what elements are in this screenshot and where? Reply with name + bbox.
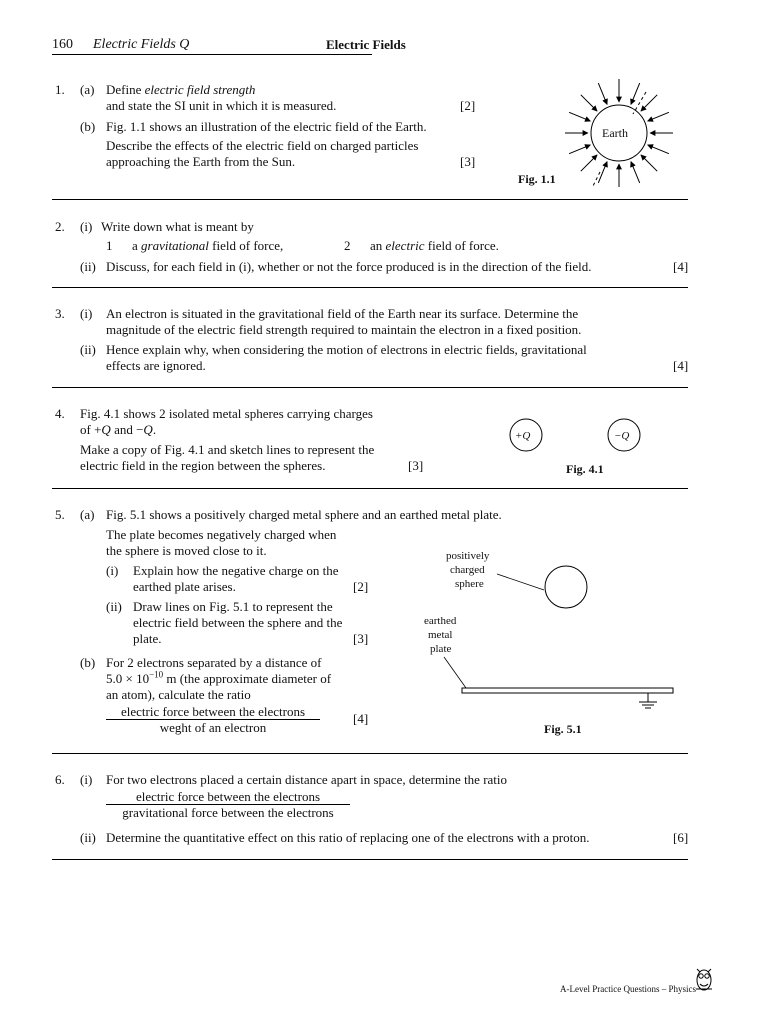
q2-opt1-post: field of force, — [208, 238, 284, 253]
q1-b-line3: approaching the Earth from the Sun. — [106, 154, 296, 169]
q5-ii-line3: plate. — [133, 631, 162, 646]
q3-i-line2: magnitude of the electric field strength required to maintain the electron in a fixed position. — [106, 322, 582, 337]
plate-label-2: metal — [428, 629, 453, 641]
q5-b-label: (b) — [80, 655, 96, 670]
q2-opt2-term: electric — [385, 238, 425, 253]
q5-i-marks: [2] — [353, 579, 369, 594]
earth-label: Earth — [602, 126, 628, 140]
q5-ii-marks: [3] — [353, 631, 369, 646]
q5-i-label: (i) — [106, 563, 119, 578]
q5-number: 5. — [55, 507, 65, 522]
q5-b-line1: For 2 electrons separated by a distance of — [106, 655, 322, 670]
q2-i-text: Write down what is meant by — [101, 219, 254, 234]
running-title: Electric Fields Q — [93, 37, 190, 52]
q2-opt1-term: gravitational — [141, 238, 209, 253]
sphere-label-1: positively — [446, 550, 490, 562]
earth-field-line — [641, 155, 657, 171]
fig-5-1-caption: Fig. 5.1 — [544, 722, 582, 736]
header-rule — [52, 54, 372, 55]
earth-field-line — [641, 95, 657, 111]
q4-line2-end: . — [152, 422, 157, 437]
q5-b-line2-exp: −10 — [149, 669, 164, 680]
q4-line4: electric field in the region between the spheres. — [80, 458, 326, 473]
q3-marks: [4] — [673, 358, 689, 373]
q2-marks: [4] — [673, 259, 689, 274]
page-number: 160 — [52, 37, 73, 52]
q5-i-line1: Explain how the negative charge on the — [133, 563, 339, 578]
q6-i-label: (i) — [80, 772, 93, 787]
plate-pointer — [444, 657, 466, 688]
earth-field-line — [648, 112, 669, 121]
q1-a-label: (a) — [80, 82, 95, 97]
earth-field-line — [581, 155, 597, 171]
earth-field-line — [569, 145, 590, 154]
divider-3 — [52, 387, 688, 388]
sphere-positive-label: +Q — [515, 430, 531, 442]
q2-i-label: (i) — [80, 219, 93, 234]
q4-line2-pre: of + — [80, 422, 102, 437]
q5-ii-label: (ii) — [106, 599, 122, 614]
q1-b-label: (b) — [80, 119, 96, 134]
divider-2 — [52, 287, 688, 288]
q6-ii-label: (ii) — [80, 830, 96, 845]
sphere-label-3: sphere — [455, 578, 484, 590]
q2-opt2-post: field of force. — [424, 238, 499, 253]
q6-fraction — [106, 789, 350, 820]
q4-marks: [3] — [408, 458, 424, 473]
q2-opt1 — [132, 238, 283, 254]
q4-line3: Make a copy of Fig. 4.1 and sketch lines to represent the — [80, 442, 375, 457]
q2-opt1-num: 1 — [106, 238, 113, 253]
q1-b-line2: Describe the effects of the electric field on charged particles — [106, 138, 419, 153]
fig-1-1-caption: Fig. 1.1 — [518, 172, 556, 186]
sphere-negative-label: −Q — [614, 430, 630, 442]
q5-a-label: (a) — [80, 507, 95, 522]
plate-label-1: earthed — [424, 615, 457, 627]
section-title: Electric Fields — [326, 37, 406, 52]
earth-symbol — [639, 693, 657, 708]
footer-text: A-Level Practice Questions – Physics — [560, 984, 696, 994]
q1-b-line1: Fig. 1.1 shows an illustration of the electric field of the Earth. — [106, 119, 427, 134]
q1-number: 1. — [55, 82, 65, 97]
charged-sphere — [545, 566, 587, 608]
q5-ii-line2: electric field between the sphere and the — [133, 615, 343, 630]
q3-ii-label: (ii) — [80, 342, 96, 357]
q2-opt2-num: 2 — [344, 238, 351, 253]
q1-b-marks: [3] — [460, 154, 476, 169]
q5-i-line2: earthed plate arises. — [133, 579, 236, 594]
q2-opt2-pre: an — [370, 238, 386, 253]
divider-4 — [52, 488, 688, 489]
q4-number: 4. — [55, 406, 65, 421]
divider-1 — [52, 199, 688, 200]
q1-a-marks: [2] — [460, 98, 476, 113]
q5-b-line2 — [106, 671, 331, 687]
earthed-plate — [462, 688, 673, 693]
plate-label-3: plate — [430, 643, 452, 655]
q5-ii-line1: Draw lines on Fig. 5.1 to represent the — [133, 599, 333, 614]
q5-b-line3: an atom), calculate the ratio — [106, 687, 251, 702]
q2-ii-label: (ii) — [80, 259, 96, 274]
q5-fraction-denominator: weght of an electron — [159, 720, 267, 735]
q1-a-line1 — [106, 82, 255, 98]
q3-ii-line1: Hence explain why, when considering the motion of electrons in electric fields, gravitational — [106, 342, 587, 357]
earth-field-line — [598, 162, 607, 183]
q4-line1: Fig. 4.1 shows 2 isolated metal spheres carrying charges — [80, 406, 373, 421]
earth-field-line — [631, 83, 640, 104]
earth-field-line — [581, 95, 597, 111]
earth-field-line — [569, 112, 590, 121]
q4-line2-q2: Q — [143, 422, 153, 437]
q5-b-marks: [4] — [353, 711, 369, 726]
fig-4-1-caption: Fig. 4.1 — [566, 462, 604, 476]
q4-line2-mid: and − — [110, 422, 144, 437]
q3-number: 3. — [55, 306, 65, 321]
q3-ii-line2: effects are ignored. — [106, 358, 206, 373]
earth-field-line — [648, 145, 669, 154]
q3-i-line1: An electron is situated in the gravitational field of the Earth near its surface. Determine the — [106, 306, 579, 321]
q6-fraction-denominator: gravitational force between the electrons — [122, 805, 334, 820]
q6-i-text: For two electrons placed a certain distance apart in space, determine the ratio — [106, 772, 508, 787]
q5-fraction — [106, 704, 320, 735]
q6-marks: [6] — [673, 830, 689, 845]
q5-a-line3: the sphere is moved close to it. — [106, 543, 267, 558]
sphere-pointer — [497, 574, 544, 590]
divider-5 — [52, 753, 688, 754]
q2-opt2 — [370, 238, 499, 254]
q4-line2 — [80, 422, 156, 438]
earth-field-line — [631, 162, 640, 183]
q6-ii-text: Determine the quantitative effect on this ratio of replacing one of the electrons with a proton. — [106, 830, 590, 845]
q5-a-line2: The plate becomes negatively charged when — [106, 527, 337, 542]
q2-number: 2. — [55, 219, 65, 234]
q1-a-line2: and state the SI unit in which it is measured. — [106, 98, 337, 113]
q1-a-prefix: Define — [106, 82, 145, 97]
q6-number: 6. — [55, 772, 65, 787]
q5-b-line2-post: m (the approximate diameter of — [163, 671, 332, 686]
q5-fraction-numerator: electric force between the electrons — [106, 704, 320, 720]
q2-opt1-pre: a — [132, 238, 142, 253]
q2-ii-text: Discuss, for each field in (i), whether or not the force produced is in the direction of the field. — [106, 259, 592, 274]
divider-6 — [52, 859, 688, 860]
q3-i-label: (i) — [80, 306, 93, 321]
q6-fraction-numerator: electric force between the electrons — [106, 789, 350, 805]
q5-a-line1: Fig. 5.1 shows a positively charged metal sphere and an earthed metal plate. — [106, 507, 502, 522]
q5-b-line2-pre: 5.0 × 10 — [106, 671, 150, 686]
q4-line2-q1: Q — [101, 422, 111, 437]
sphere-label-2: charged — [450, 564, 485, 576]
q1-a-term: electric field strength — [144, 82, 256, 97]
earth-field-line — [598, 83, 607, 104]
